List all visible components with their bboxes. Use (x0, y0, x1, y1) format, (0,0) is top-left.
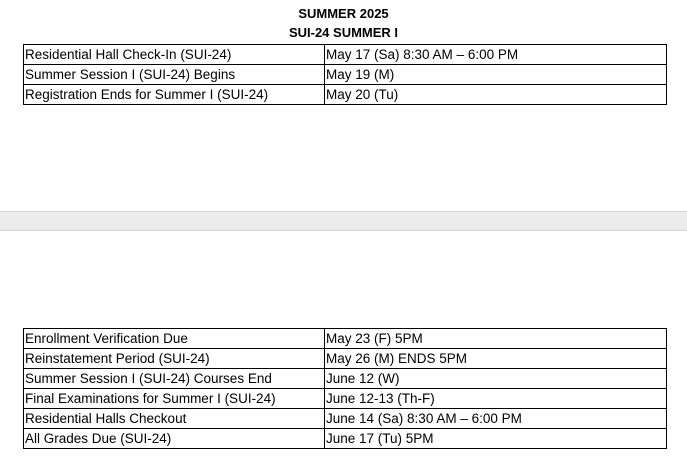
table-row (24, 369, 667, 389)
date-cell: May 19 (M) (325, 65, 667, 85)
schedule-table-top (23, 44, 667, 105)
table-row (24, 409, 667, 429)
event-cell: Summer Session I (SUI-24) Courses End (24, 369, 325, 389)
table-row (24, 429, 667, 449)
table-row (24, 45, 667, 65)
table-row (24, 389, 667, 409)
date-cell: June 12-13 (Th-F) (325, 389, 667, 409)
event-cell: Enrollment Verification Due (24, 329, 325, 349)
page-break (0, 211, 687, 231)
date-cell: May 23 (F) 5PM (325, 329, 667, 349)
schedule-table-bottom (23, 328, 667, 449)
table-row (24, 65, 667, 85)
document-title: SUMMER 2025 (298, 6, 389, 21)
event-cell: Final Examinations for Summer I (SUI-24) (24, 389, 325, 409)
table-row (24, 85, 667, 105)
event-cell: Residential Hall Check-In (SUI-24) (24, 45, 325, 65)
date-cell: June 14 (Sa) 8:30 AM – 6:00 PM (325, 409, 667, 429)
date-cell: June 12 (W) (325, 369, 667, 389)
document-subtitle: SUI-24 SUMMER I (288, 25, 399, 40)
event-cell: Residential Halls Checkout (24, 409, 325, 429)
table-row (24, 349, 667, 369)
date-cell: May 26 (M) ENDS 5PM (325, 349, 667, 369)
date-cell: May 20 (Tu) (325, 85, 667, 105)
date-cell: May 17 (Sa) 8:30 AM – 6:00 PM (325, 45, 667, 65)
table-row (24, 329, 667, 349)
event-cell: Reinstatement Period (SUI-24) (24, 349, 325, 369)
date-cell: June 17 (Tu) 5PM (325, 429, 667, 449)
event-cell: Registration Ends for Summer I (SUI-24) (24, 85, 325, 105)
event-cell: Summer Session I (SUI-24) Begins (24, 65, 325, 85)
event-cell: All Grades Due (SUI-24) (24, 429, 325, 449)
